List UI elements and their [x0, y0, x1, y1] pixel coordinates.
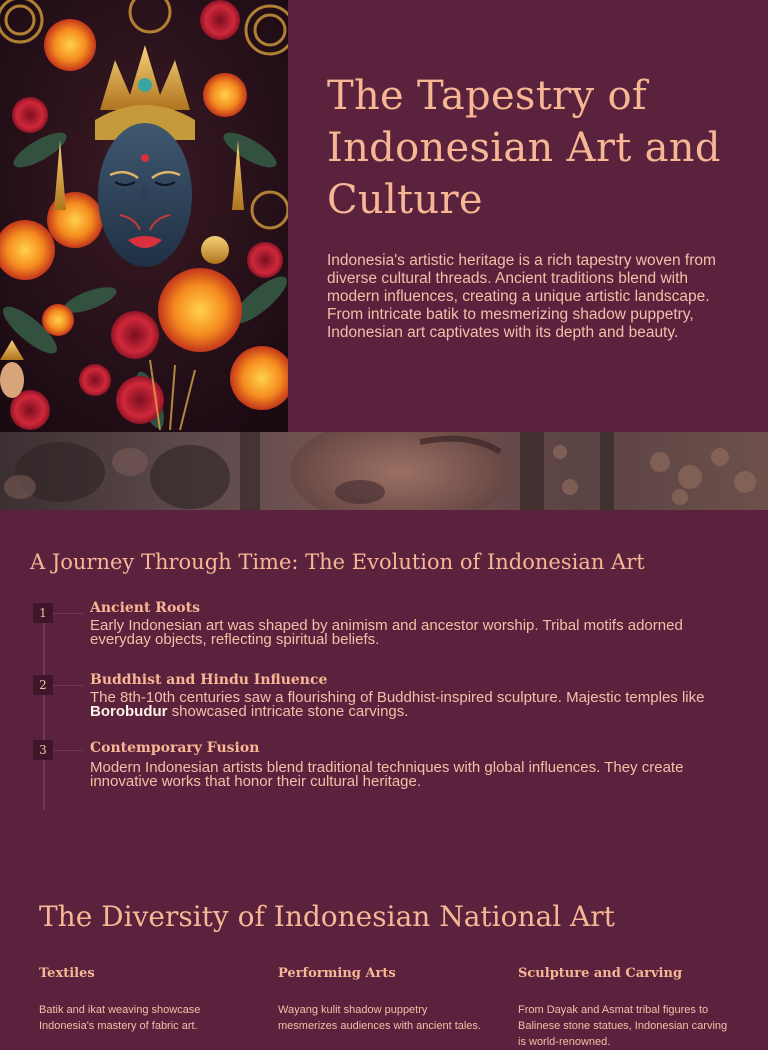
hero-description: Indonesia's artistic heritage is a rich tapestry woven from diverse cultural threads. Ancient traditions blend with modern influences, creating a unique artistic landscape. From intricate batik to mesmerizing shadow puppetry, Indonesian art captivates with its depth and beauty.	[327, 252, 716, 341]
timeline-item-heading: Ancient Roots	[90, 600, 200, 616]
page-title: The Tapestry of Indonesian Art and Culture	[327, 73, 721, 223]
hero-text-block	[327, 70, 737, 342]
mask-floral-illustration	[0, 0, 288, 432]
card-text: Wayang kulit shadow puppetry mesmerizes audiences with ancient tales.	[278, 1004, 481, 1032]
timeline-item-heading: Buddhist and Hindu Influence	[90, 672, 328, 688]
timeline-line	[43, 610, 45, 810]
timeline-item-text	[90, 691, 740, 719]
relief-carving-illustration	[0, 432, 768, 510]
timeline	[0, 598, 768, 818]
timeline-number-badge: 3	[33, 740, 53, 760]
timeline-connector	[53, 613, 83, 614]
timeline-text-part: The 8th-10th centuries saw a flourishing of Buddhist-inspired sculpture. Majestic temples like	[90, 689, 705, 706]
card-title: Textiles	[39, 966, 95, 981]
card-text: Batik and ikat weaving showcase Indonesia's mastery of fabric art.	[39, 1004, 201, 1032]
borobudur-highlight: Borobudur	[90, 703, 168, 720]
timeline-number-badge: 2	[33, 675, 53, 695]
hero-artwork-image	[0, 0, 288, 432]
card-text: From Dayak and Asmat tribal figures to Balinese stone statues, Indonesian carving is world-renowned.	[518, 1004, 728, 1048]
timeline-item-text: Early Indonesian art was shaped by animism and ancestor worship. Tribal motifs adorned everyday objects, reflecting spiritual beliefs.	[90, 617, 683, 648]
timeline-connector	[53, 685, 83, 686]
timeline-text-part: showcased intricate stone carvings.	[167, 703, 409, 720]
timeline-number-badge: 1	[33, 603, 53, 623]
timeline-item-heading: Contemporary Fusion	[90, 740, 260, 756]
diversity-section-title: The Diversity of Indonesian National Art	[39, 900, 615, 933]
art-card-sculpture	[518, 966, 728, 1050]
timeline-item-text: Modern Indonesian artists blend traditional techniques with global influences. They create innovative works that honor their cultural heritage.	[90, 759, 684, 790]
stone-relief-banner-image	[0, 432, 768, 510]
timeline-connector	[53, 750, 83, 751]
card-title: Performing Arts	[278, 966, 396, 981]
timeline-section-title: A Journey Through Time: The Evolution of Indonesian Art	[30, 550, 645, 574]
card-title: Sculpture and Carving	[518, 966, 683, 981]
